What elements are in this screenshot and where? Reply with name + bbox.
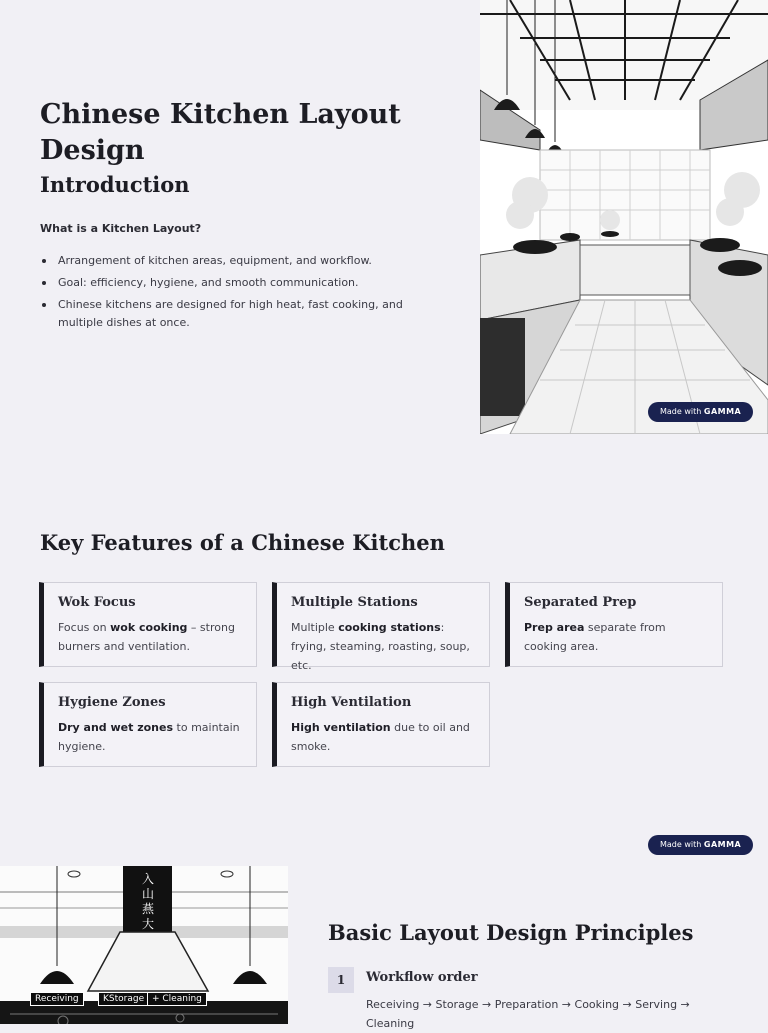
card-title: High Ventilation [291,695,412,710]
card-title: Separated Prep [524,595,637,610]
receiving-tag: Receiving [30,992,84,1006]
feature-card-high-ventilation [272,682,490,767]
section-subtitle: Introduction [40,172,190,197]
cleaning-tag: + Cleaning [147,992,207,1006]
badge-prefix: Made with [660,840,702,849]
card-description: Multiple cooking stations: frying, steaming, roasting, soup, etc. [291,621,470,672]
feature-card-hygiene-zones [39,682,257,767]
card-description: Prep area separate from cooking area. [524,621,666,653]
principles-heading: Basic Layout Design Principles [328,920,694,945]
card-title: Multiple Stations [291,595,418,610]
made-with-gamma-badge[interactable] [648,402,753,422]
card-title: Wok Focus [58,595,136,610]
card-description: Focus on wok cooking – strong burners and ventilation. [58,621,235,653]
intro-bullet-list [40,252,450,336]
bullet-item: Chinese kitchens are designed for high heat, fast cooking, and multiple dishes at once. [40,296,450,332]
card-title: Hygiene Zones [58,695,166,710]
storage-tag: KStorage [98,992,149,1006]
features-heading: Key Features of a Chinese Kitchen [40,530,445,555]
question-heading: What is a Kitchen Layout? [40,222,202,235]
step-title: Workflow order [366,970,478,985]
feature-card-wok-focus [39,582,257,667]
bullet-item: Arrangement of kitchen areas, equipment, and workflow. [40,252,450,270]
card-description: High ventilation due to oil and smoke. [291,721,470,753]
feature-card-multiple-stations [272,582,490,672]
made-with-gamma-badge[interactable] [648,835,753,855]
page-title: Chinese Kitchen Layout Design [40,99,401,166]
slide-introduction [0,0,768,434]
signboard-text: 入 山 燕 大 [141,872,154,931]
gamma-logo: GAMMA [703,407,742,416]
gamma-logo: GAMMA [703,840,742,849]
step-number-badge: 1 [328,967,354,993]
feature-card-separated-prep [505,582,723,667]
card-description: Dry and wet zones to maintain hygiene. [58,721,240,753]
kitchen-illustration [480,0,768,434]
bullet-item: Goal: efficiency, hygiene, and smooth communication. [40,274,450,292]
kitchen-hood-illustration [0,866,288,1024]
badge-prefix: Made with [660,407,702,416]
step-description: Receiving → Storage → Preparation → Cooking → Serving → Cleaning [366,998,690,1030]
